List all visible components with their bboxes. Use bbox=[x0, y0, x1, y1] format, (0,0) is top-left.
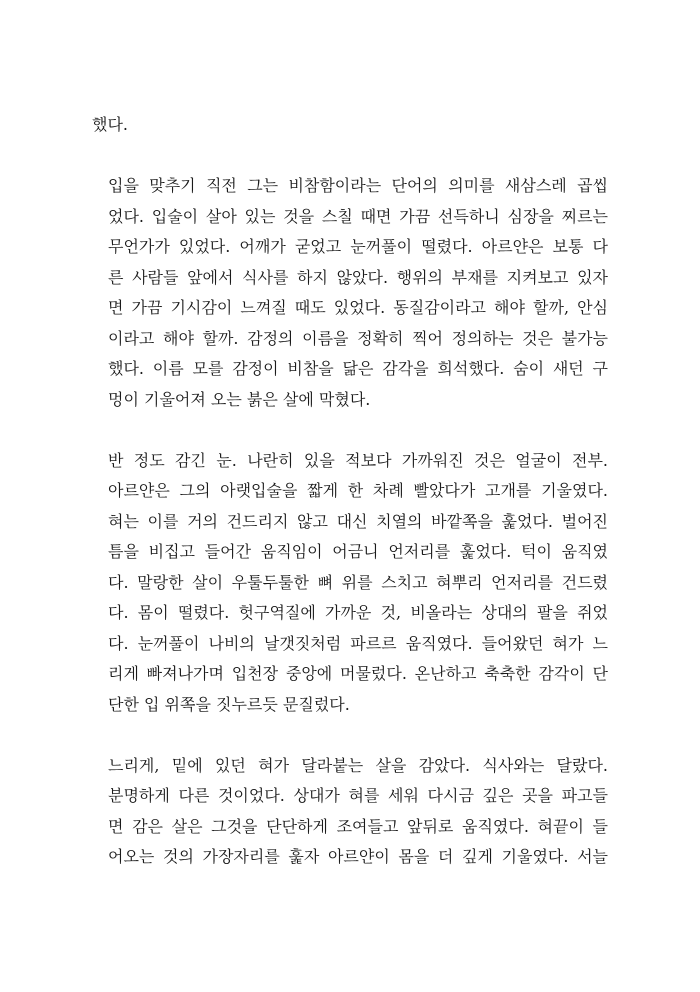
text-line: 다. 몸이 떨렸다. 헛구역질에 가까운 것, 비올라는 상대의 팔을 쥐었 bbox=[108, 603, 608, 622]
text-line: 입을 맞추기 직전 그는 비참함이라는 단어의 의미를 새삼스레 곱씹 bbox=[108, 176, 608, 195]
text-line: 었다. 입술이 살아 있는 것을 스칠 때면 가끔 선득하니 심장을 찌르는 bbox=[108, 206, 608, 226]
text-line: 무언가가 있었다. 어깨가 굳었고 눈꺼풀이 떨렸다. 아르얀은 보통 다 bbox=[108, 237, 608, 256]
text-line: 혀는 이를 거의 건드리지 않고 대신 치열의 바깥쪽을 훑었다. 벌어진 bbox=[108, 511, 608, 531]
text-line: 이라고 해야 할까. 감정의 이름을 정확히 찍어 정의하는 것은 불가능 bbox=[108, 328, 608, 348]
text-line: 반 정도 감긴 눈. 나란히 있을 적보다 가까워진 것은 얼굴이 전부. bbox=[108, 450, 608, 470]
text-line: 른 사람들 앞에서 식사를 하지 않았다. 행위의 부재를 지켜보고 있자 bbox=[108, 267, 608, 287]
paragraph bbox=[92, 446, 608, 721]
paragraph bbox=[92, 110, 608, 141]
text-line: 했다. bbox=[92, 115, 128, 134]
text-line: 틈을 비집고 들어간 움직임이 어금니 언저리를 훑었다. 턱이 움직였 bbox=[108, 542, 608, 561]
text-line: 멍이 기울어져 오는 붉은 살에 막혔다. bbox=[108, 389, 371, 409]
text-line: 어오는 것의 가장자리를 훑자 아르얀이 몸을 더 깊게 기울였다. 서늘 bbox=[108, 847, 608, 866]
text-line: 리게 빠져나가며 입천장 중앙에 머물렀다. 온난하고 축축한 감각이 단 bbox=[108, 664, 608, 683]
text-line: 했다. 이름 모를 감정이 비참을 닮은 감각을 희석했다. 숨이 새던 구 bbox=[108, 359, 608, 378]
text-line: 다. 눈꺼풀이 나비의 날갯짓처럼 파르르 움직였다. 들어왔던 혀가 느 bbox=[108, 633, 608, 653]
paragraph bbox=[92, 171, 608, 415]
text-line: 분명하게 다른 것이었다. 상대가 혀를 세워 다시금 깊은 곳을 파고들 bbox=[108, 786, 608, 805]
text-line: 면 감은 살은 그것을 단단하게 조여들고 앞뒤로 움직였다. 혀끝이 들 bbox=[108, 816, 608, 836]
text-line: 다. 말랑한 살이 우툴두툴한 뼈 위를 스치고 혀뿌리 언저리를 건드렸 bbox=[108, 572, 608, 592]
paragraph bbox=[92, 751, 608, 873]
text-line: 느리게, 밑에 있던 혀가 달라붙는 살을 감았다. 식사와는 달랐다. bbox=[108, 755, 608, 775]
document-body bbox=[92, 110, 608, 903]
text-line: 단한 입 위쪽을 짓누르듯 문질렀다. bbox=[108, 694, 350, 714]
text-line: 면 가끔 기시감이 느껴질 때도 있었다. 동질감이라고 해야 할까, 안심 bbox=[108, 298, 608, 317]
text-line: 아르얀은 그의 아랫입술을 짧게 한 차례 빨았다가 고개를 기울였다. bbox=[108, 481, 608, 500]
